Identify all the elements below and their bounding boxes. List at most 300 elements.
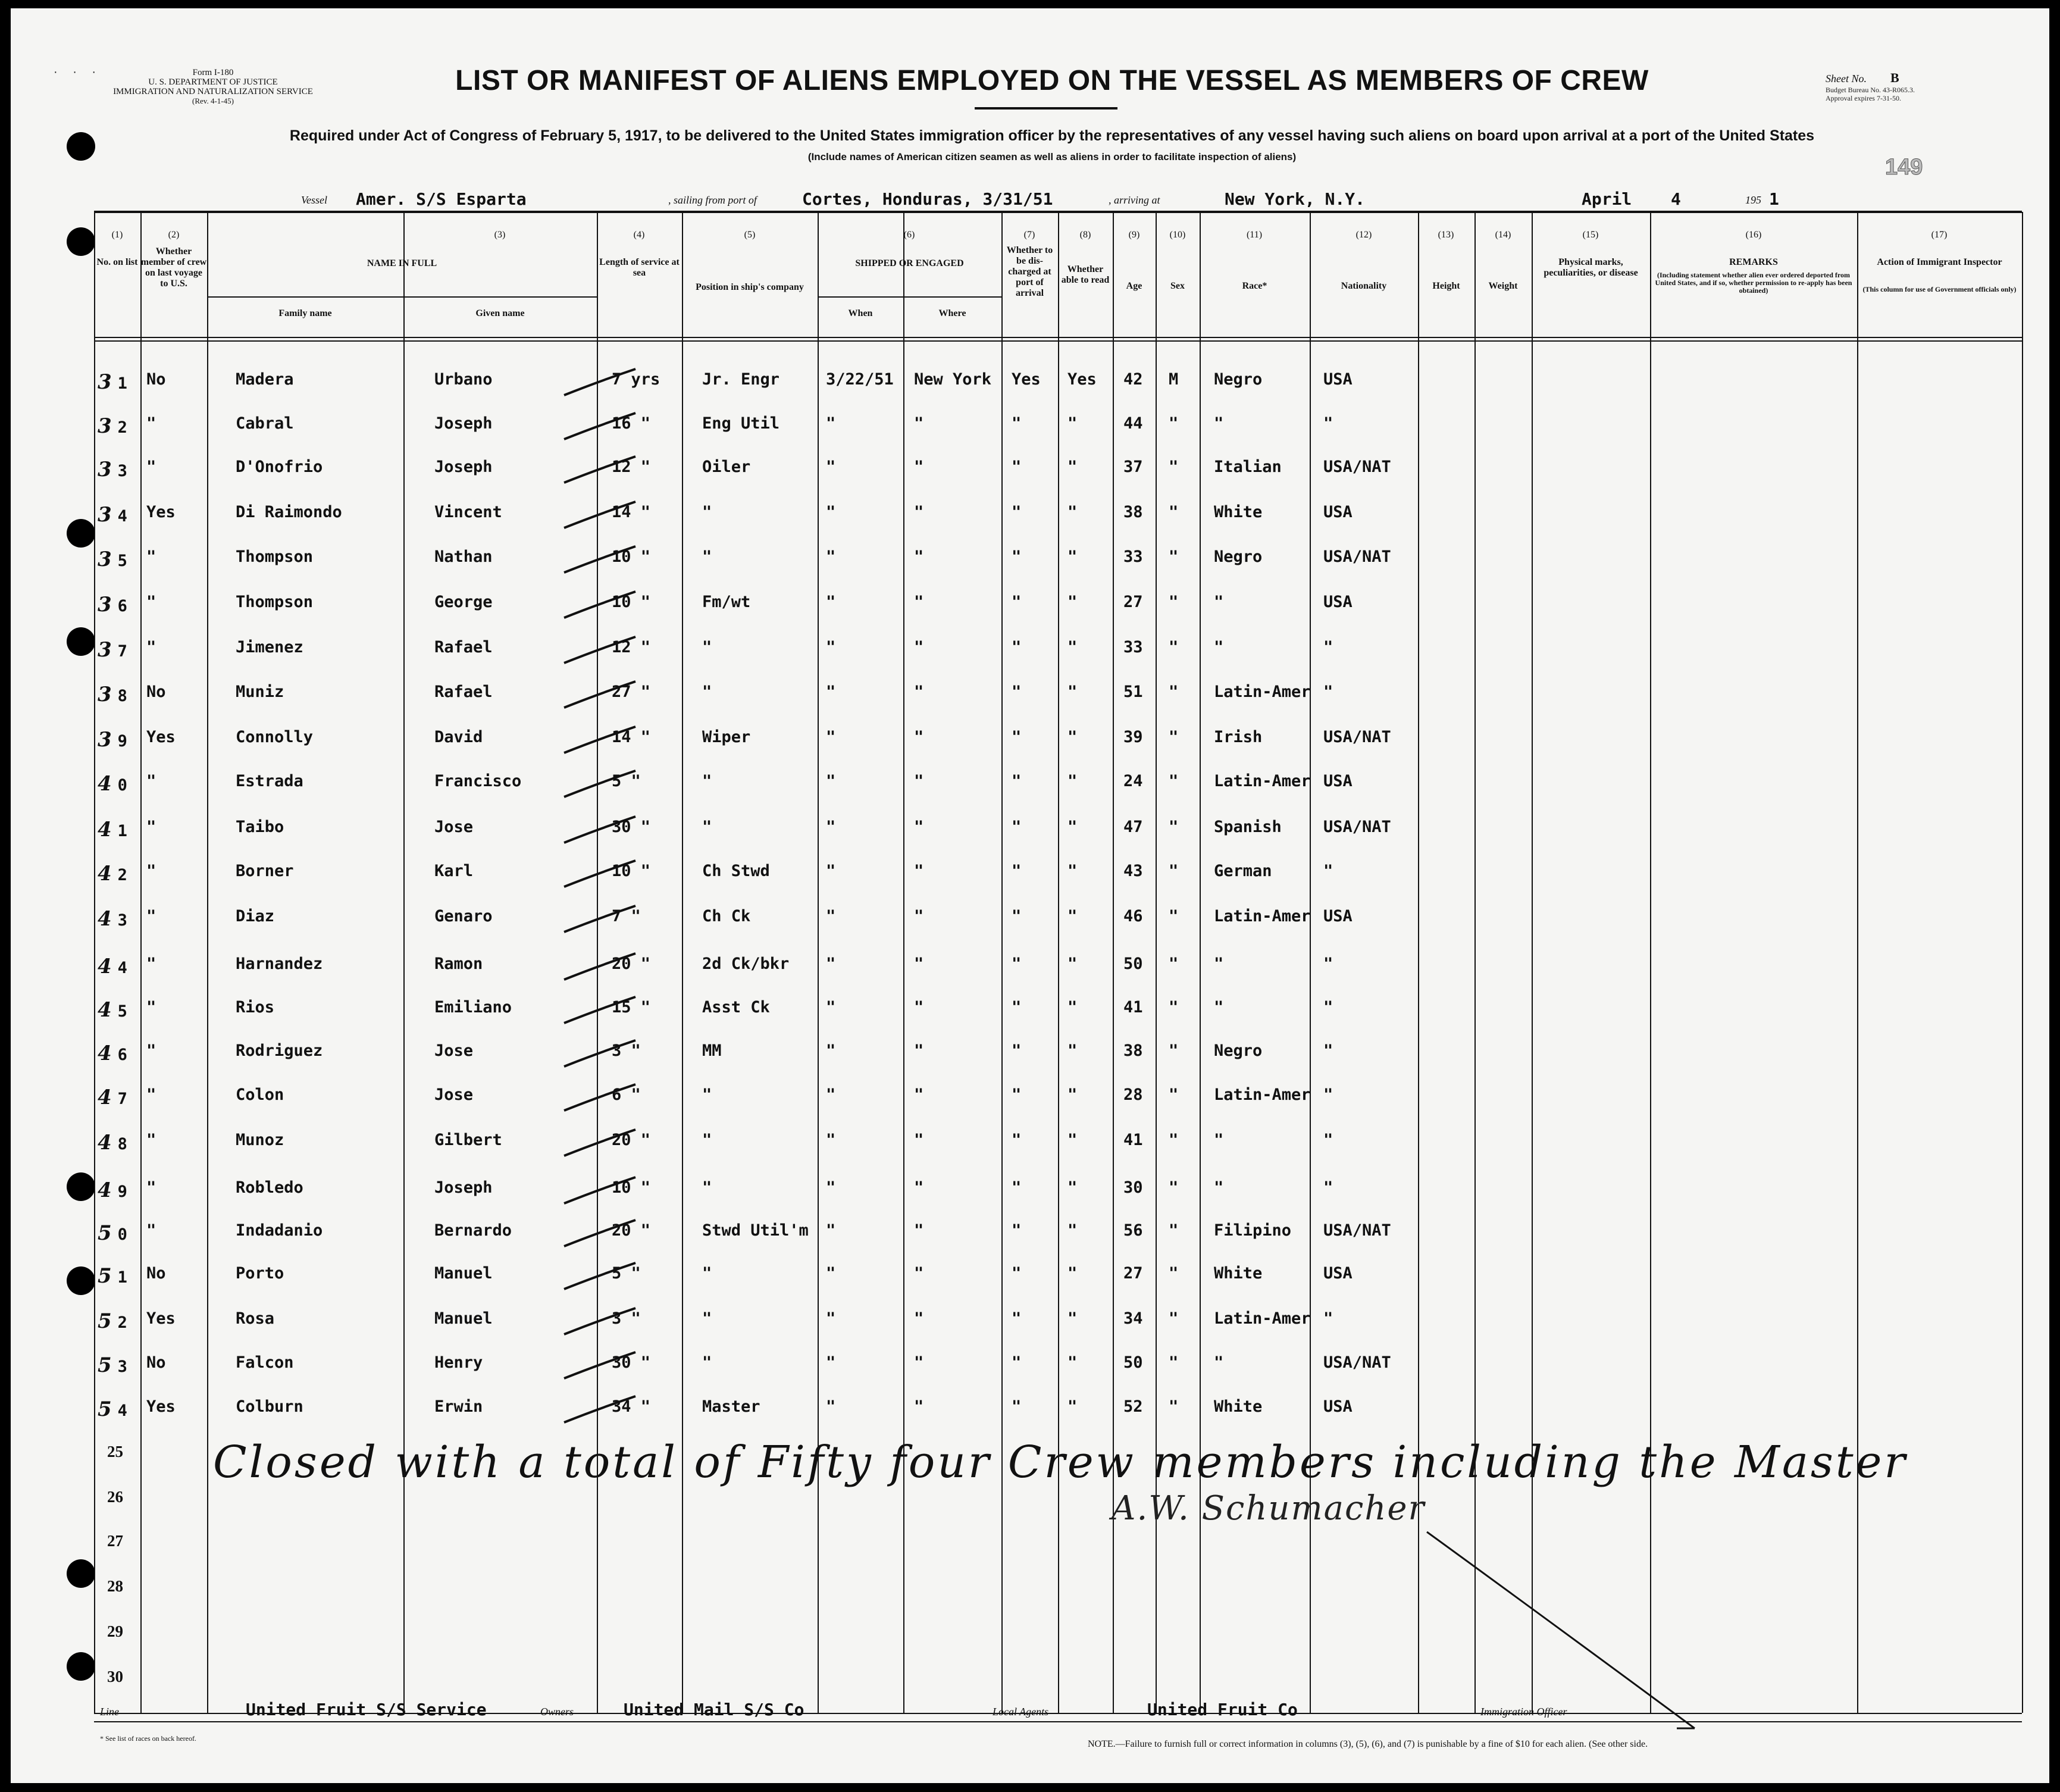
cell-sex: " <box>1169 593 1179 611</box>
cell-when: " <box>826 818 836 836</box>
cell-position: Jr. Engr <box>702 370 780 389</box>
cell-when: " <box>826 593 836 611</box>
cell-position: Oiler <box>702 458 751 476</box>
row-number-handwritten-prefix: 3 <box>98 458 112 481</box>
cell-sex: " <box>1169 638 1179 656</box>
cell-position: Master <box>702 1397 760 1416</box>
row-number-handwritten-prefix: 5 <box>98 1353 112 1377</box>
cell-age: 50 <box>1123 1353 1143 1372</box>
row-number-printed: 0 <box>117 776 127 795</box>
cell-race: " <box>1214 414 1224 433</box>
cell-when: " <box>826 1397 836 1416</box>
cell-where: " <box>914 772 924 790</box>
row-number-handwritten-prefix: 3 <box>98 728 112 752</box>
manifest-page <box>11 8 2049 1783</box>
cell-service: 10 " <box>612 1178 651 1197</box>
cell-last: " <box>146 548 156 566</box>
row-number-printed: 7 <box>117 1090 127 1108</box>
cell-family: Rosa <box>236 1309 275 1328</box>
cell-age: 37 <box>1123 458 1143 476</box>
line-label: Line <box>100 1706 120 1718</box>
cell-disch: " <box>1012 503 1022 521</box>
cell-given: Genaro <box>434 907 493 925</box>
column-header-c12: Nationality <box>1341 281 1387 291</box>
empty-row-number: 30 <box>107 1668 123 1685</box>
stamped-number: 149 <box>1885 155 1923 180</box>
cell-given: Erwin <box>434 1397 483 1416</box>
cell-last: " <box>146 955 156 973</box>
cell-race: " <box>1214 1353 1224 1372</box>
cell-where: " <box>914 907 924 925</box>
cell-race: Negro <box>1214 548 1263 566</box>
row-number-handwritten-prefix: 3 <box>98 548 112 571</box>
cell-nat: " <box>1323 955 1333 973</box>
cell-nat: USA <box>1323 1397 1353 1416</box>
cell-where: " <box>914 1086 924 1104</box>
cell-last: Yes <box>146 728 176 746</box>
cell-last: No <box>146 1353 166 1372</box>
handwritten-signature: A.W. Schumacher <box>1112 1489 1426 1528</box>
cell-service: 10 " <box>612 862 651 880</box>
fine-note: NOTE.—Failure to furnish full or correct information in columns (3), (5), (6), and (7) is punishable by a fine of $10 for each alien. (See other side. <box>1088 1739 1648 1749</box>
arriving-label: , arriving at <box>1109 194 1160 206</box>
cell-nat: USA/NAT <box>1323 548 1391 566</box>
row-number-printed: 2 <box>117 418 127 437</box>
cell-age: 44 <box>1123 414 1143 433</box>
cell-service: 7 " <box>612 907 641 925</box>
cell-sex: " <box>1169 458 1179 476</box>
row-number-handwritten-prefix: 4 <box>98 772 112 796</box>
column-header-c16: REMARKS <box>1729 257 1778 267</box>
row-number-handwritten-prefix: 4 <box>98 818 112 842</box>
cell-given: Joseph <box>434 458 493 476</box>
empty-row-number: 25 <box>107 1443 123 1461</box>
row-number-handwritten-prefix: 3 <box>98 370 112 394</box>
cell-age: 42 <box>1123 370 1143 389</box>
row-number-printed: 9 <box>117 732 127 750</box>
cell-race: Latin-Amer <box>1214 1309 1311 1328</box>
row-number-handwritten-prefix: 5 <box>98 1264 112 1288</box>
cell-disch: " <box>1012 1221 1022 1240</box>
cell-position: " <box>702 683 712 701</box>
cell-where: " <box>914 458 924 476</box>
cell-given: Karl <box>434 862 474 880</box>
cell-disch: " <box>1012 1086 1022 1104</box>
cell-where: " <box>914 818 924 836</box>
act-of-congress-text: Required under Act of Congress of February 5, 1917, to be delivered to the United States immigration officer by the representatives of any vessel having such aliens on board upon arrival at a port of the United States <box>289 127 1815 144</box>
cell-age: 38 <box>1123 503 1143 521</box>
row-number-handwritten-prefix: 3 <box>98 683 112 706</box>
cell-family: Cabral <box>236 414 294 433</box>
cell-nat: " <box>1323 638 1333 656</box>
column-header-c17: Action of Immigrant Inspector <box>1877 257 2002 267</box>
cell-family: Thompson <box>236 548 314 566</box>
row-number-printed: 3 <box>117 1358 127 1376</box>
cell-family: Connolly <box>236 728 314 746</box>
cell-age: 38 <box>1123 1042 1143 1060</box>
form-revision: (Rev. 4-1-45) <box>192 96 234 105</box>
service-name: IMMIGRATION AND NATURALIZATION SERVICE <box>113 87 313 96</box>
cell-where: " <box>914 1264 924 1283</box>
row-number-printed: 1 <box>117 822 127 840</box>
row-number-handwritten-prefix: 3 <box>98 503 112 527</box>
cell-nat: USA <box>1323 503 1353 521</box>
cell-given: David <box>434 728 483 746</box>
cell-disch: " <box>1012 728 1022 746</box>
cell-service: 30 " <box>612 818 651 836</box>
arrival-month: April <box>1582 189 1632 209</box>
cell-sex: " <box>1169 414 1179 433</box>
row-number-printed: 5 <box>117 552 127 570</box>
page-title: LIST OR MANIFEST OF ALIENS EMPLOYED ON THE VESSEL AS MEMBERS OF CREW <box>455 65 1649 96</box>
cell-last: " <box>146 862 156 880</box>
row-number-printed: 8 <box>117 1135 127 1153</box>
approval-line: Approval expires 7-31-50. <box>1826 94 1901 102</box>
cell-last: " <box>146 818 156 836</box>
cell-given: Jose <box>434 1042 474 1060</box>
cell-sex: " <box>1169 1131 1179 1149</box>
cell-nat: " <box>1323 1131 1333 1149</box>
row-number-printed: 4 <box>117 959 127 977</box>
cell-where: New York <box>914 370 992 389</box>
cell-sex: " <box>1169 818 1179 836</box>
cell-family: Taibo <box>236 818 284 836</box>
row-number-handwritten-prefix: 4 <box>98 998 112 1022</box>
cell-where: " <box>914 1397 924 1416</box>
cell-disch: " <box>1012 1309 1022 1328</box>
cell-race: Latin-Amer <box>1214 772 1311 790</box>
cell-race: " <box>1214 1178 1224 1197</box>
cell-read: " <box>1067 772 1078 790</box>
cell-position: Stwd Util'm <box>702 1221 809 1240</box>
cell-family: Rodriguez <box>236 1042 323 1060</box>
cell-age: 34 <box>1123 1309 1143 1328</box>
cell-sex: " <box>1169 503 1179 521</box>
cell-read: " <box>1067 1042 1078 1060</box>
cell-position: " <box>702 1131 712 1149</box>
row-number-printed: 7 <box>117 642 127 661</box>
cell-race: Italian <box>1214 458 1282 476</box>
column-header-c3a: Family name <box>278 308 332 318</box>
row-number-printed: 1 <box>117 374 127 393</box>
cell-last: Yes <box>146 503 176 521</box>
column-number: (12) <box>1355 230 1372 240</box>
cell-disch: " <box>1012 1353 1022 1372</box>
cell-when: " <box>826 1131 836 1149</box>
cell-nat: USA/NAT <box>1323 1353 1391 1372</box>
row-number-handwritten-prefix: 4 <box>98 1178 112 1202</box>
column-number: (1) <box>111 230 123 240</box>
cell-where: " <box>914 1353 924 1372</box>
cell-disch: " <box>1012 772 1022 790</box>
cell-sex: " <box>1169 1397 1179 1416</box>
cell-nat: " <box>1323 414 1333 433</box>
cell-where: " <box>914 503 924 521</box>
cell-read: " <box>1067 907 1078 925</box>
cell-race: White <box>1214 1397 1263 1416</box>
cell-position: " <box>702 1178 712 1197</box>
cell-sex: " <box>1169 1042 1179 1060</box>
cell-when: " <box>826 548 836 566</box>
cell-nat: USA <box>1323 907 1353 925</box>
cell-read: " <box>1067 818 1078 836</box>
cell-disch: " <box>1012 998 1022 1017</box>
cell-sex: " <box>1169 1353 1179 1372</box>
column-header-c6: SHIPPED OR ENGAGED <box>855 258 964 268</box>
cell-nat: " <box>1323 1178 1333 1197</box>
row-number-handwritten-prefix: 3 <box>98 593 112 617</box>
cell-disch: " <box>1012 907 1022 925</box>
cell-where: " <box>914 1131 924 1149</box>
cell-last: " <box>146 907 156 925</box>
cell-sex: " <box>1169 907 1179 925</box>
cell-age: 24 <box>1123 772 1143 790</box>
row-number-handwritten-prefix: 5 <box>98 1221 112 1245</box>
sheet-label: Sheet No. <box>1826 73 1867 85</box>
cell-given: Gilbert <box>434 1131 502 1149</box>
cell-sex: " <box>1169 1178 1179 1197</box>
races-note: * See list of races on back hereof. <box>100 1734 196 1743</box>
empty-row-number: 27 <box>107 1532 123 1550</box>
cell-when: " <box>826 1353 836 1372</box>
cell-where: " <box>914 683 924 701</box>
cell-read: " <box>1067 548 1078 566</box>
cell-family: Muniz <box>236 683 284 701</box>
column-header-c10: Sex <box>1170 281 1185 291</box>
row-number-handwritten-prefix: 4 <box>98 955 112 978</box>
column-header-c13: Height <box>1432 281 1460 291</box>
cell-age: 52 <box>1123 1397 1143 1416</box>
cell-family: Robledo <box>236 1178 303 1197</box>
cell-position: Fm/wt <box>702 593 751 611</box>
cell-given: Rafael <box>434 683 493 701</box>
cell-family: Diaz <box>236 907 275 925</box>
sailing-port: Cortes, Honduras, 3/31/51 <box>802 189 1053 209</box>
cell-read: " <box>1067 728 1078 746</box>
cell-nat: " <box>1323 998 1333 1017</box>
row-number-handwritten-prefix: 4 <box>98 1131 112 1155</box>
cell-nat: " <box>1323 1042 1333 1060</box>
cell-read: " <box>1067 1221 1078 1240</box>
column-header-c14: Weight <box>1488 281 1518 291</box>
cell-nat: " <box>1323 1309 1333 1328</box>
cell-when: " <box>826 862 836 880</box>
year-prefix: 195 <box>1745 194 1761 206</box>
cell-position: " <box>702 1353 712 1372</box>
cell-sex: " <box>1169 1221 1179 1240</box>
cell-service: 10 " <box>612 548 651 566</box>
cell-where: " <box>914 955 924 973</box>
cell-nat: USA <box>1323 370 1353 389</box>
cell-age: 47 <box>1123 818 1143 836</box>
cell-position: Ch Ck <box>702 907 751 925</box>
cell-service: 14 " <box>612 503 651 521</box>
cell-race: " <box>1214 1131 1224 1149</box>
cell-disch: " <box>1012 593 1022 611</box>
cell-read: " <box>1067 955 1078 973</box>
cell-disch: " <box>1012 1042 1022 1060</box>
cell-position: Ch Stwd <box>702 862 770 880</box>
cell-given: Emiliano <box>434 998 512 1017</box>
cell-sex: M <box>1169 370 1179 389</box>
cell-disch: " <box>1012 683 1022 701</box>
column-number: (17) <box>1931 230 1948 240</box>
row-number-handwritten-prefix: 3 <box>98 638 112 662</box>
cell-read: " <box>1067 1086 1078 1104</box>
cell-when: " <box>826 1178 836 1197</box>
column-header-c11: Race* <box>1242 281 1267 291</box>
cell-family: Indadanio <box>236 1221 323 1240</box>
cell-race: " <box>1214 638 1224 656</box>
cell-race: " <box>1214 955 1224 973</box>
row-number-printed: 3 <box>117 911 127 930</box>
sailing-label: , sailing from port of <box>668 194 757 206</box>
cell-service: 3 " <box>612 1309 641 1328</box>
cell-service: 12 " <box>612 458 651 476</box>
row-number-handwritten-prefix: 3 <box>98 414 112 438</box>
cell-when: " <box>826 772 836 790</box>
signature-stroke <box>11 8 2049 1783</box>
cell-age: 27 <box>1123 593 1143 611</box>
row-number-handwritten-prefix: 4 <box>98 862 112 886</box>
column-number: (6) <box>903 230 915 240</box>
cell-nat: USA <box>1323 593 1353 611</box>
cell-sex: " <box>1169 1309 1179 1328</box>
cell-nat: " <box>1323 862 1333 880</box>
cell-last: " <box>146 1178 156 1197</box>
column-number: (9) <box>1128 230 1140 240</box>
cell-given: Nathan <box>434 548 493 566</box>
cell-given: Manuel <box>434 1264 493 1283</box>
cell-read: " <box>1067 1309 1078 1328</box>
cell-disch: " <box>1012 1131 1022 1149</box>
row-number-printed: 1 <box>117 1268 127 1287</box>
cell-given: Urbano <box>434 370 493 389</box>
column-header-c1: No. on list <box>96 257 138 267</box>
cell-position: Asst Ck <box>702 998 770 1017</box>
cell-last: Yes <box>146 1397 176 1416</box>
cell-read: " <box>1067 458 1078 476</box>
cell-given: Francisco <box>434 772 522 790</box>
budget-line: Budget Bureau No. 43-R065.3. <box>1826 86 1915 94</box>
cell-family: Estrada <box>236 772 303 790</box>
cell-family: Di Raimondo <box>236 503 342 521</box>
arriving-port: New York, N.Y. <box>1225 189 1366 209</box>
cell-race: Latin-Amer <box>1214 1086 1311 1104</box>
cell-service: 5 " <box>612 772 641 790</box>
cell-race: Irish <box>1214 728 1263 746</box>
cell-service: 34 " <box>612 1397 651 1416</box>
cell-read: " <box>1067 638 1078 656</box>
cell-disch: " <box>1012 862 1022 880</box>
form-number: Form I-180 <box>192 68 234 77</box>
cell-where: " <box>914 638 924 656</box>
row-number-printed: 4 <box>117 1402 127 1420</box>
row-number-handwritten-prefix: 5 <box>98 1397 112 1421</box>
column-header-c15: Physical marks, peculiarities, or disease <box>1544 257 1638 278</box>
cell-position: Eng Util <box>702 414 780 433</box>
cell-family: D'Onofrio <box>236 458 323 476</box>
cell-service: 6 " <box>612 1086 641 1104</box>
cell-read: " <box>1067 1131 1078 1149</box>
row-number-printed: 0 <box>117 1225 127 1244</box>
cell-family: Falcon <box>236 1353 294 1372</box>
department-name: U. S. DEPARTMENT OF JUSTICE <box>148 77 278 87</box>
cell-service: 14 " <box>612 728 651 746</box>
cell-service: 10 " <box>612 593 651 611</box>
cell-disch: " <box>1012 818 1022 836</box>
cell-service: 20 " <box>612 1221 651 1240</box>
cell-race: Latin-Amer <box>1214 907 1311 925</box>
cell-service: 15 " <box>612 998 651 1017</box>
cell-age: 41 <box>1123 998 1143 1017</box>
cell-sex: " <box>1169 862 1179 880</box>
cell-where: " <box>914 1042 924 1060</box>
arrival-day: 4 <box>1671 189 1681 209</box>
column-number: (10) <box>1169 230 1186 240</box>
column-number: (4) <box>633 230 645 240</box>
cell-sex: " <box>1169 955 1179 973</box>
cell-last: Yes <box>146 1309 176 1328</box>
local-agents-label: Local Agents <box>993 1706 1049 1718</box>
cell-given: Joseph <box>434 1178 493 1197</box>
local-agents-value: United Fruit Co <box>1147 1700 1298 1719</box>
cell-family: Porto <box>236 1264 284 1283</box>
owners-value: United Mail S/S Co <box>624 1700 804 1719</box>
closing-statement: Closed with a total of Fifty four Crew members including the Master <box>213 1437 1908 1488</box>
cell-position: " <box>702 818 712 836</box>
cell-race: Negro <box>1214 370 1263 389</box>
cell-given: Joseph <box>434 414 493 433</box>
column-header-c6b: Where <box>938 308 966 318</box>
line-value: United Fruit S/S Service <box>246 1700 487 1719</box>
cell-read: " <box>1067 683 1078 701</box>
cell-when: " <box>826 503 836 521</box>
column-number: (3) <box>494 230 506 240</box>
cell-last: " <box>146 1042 156 1060</box>
row-number-handwritten-prefix: 4 <box>98 1086 112 1109</box>
column-number: (2) <box>168 230 180 240</box>
row-number-handwritten-prefix: 4 <box>98 907 112 931</box>
row-number-printed: 9 <box>117 1183 127 1201</box>
cell-when: " <box>826 683 836 701</box>
cell-family: Borner <box>236 862 294 880</box>
cell-service: 7 yrs <box>612 370 660 389</box>
row-number-printed: 5 <box>117 1002 127 1021</box>
cell-age: 51 <box>1123 683 1143 701</box>
cell-sex: " <box>1169 683 1179 701</box>
cell-disch: " <box>1012 638 1022 656</box>
row-number-printed: 2 <box>117 866 127 884</box>
cell-position: " <box>702 548 712 566</box>
cell-service: 16 " <box>612 414 651 433</box>
cell-nat: " <box>1323 1086 1333 1104</box>
cell-read: " <box>1067 998 1078 1017</box>
cell-age: 56 <box>1123 1221 1143 1240</box>
cell-when: " <box>826 638 836 656</box>
cell-when: " <box>826 1309 836 1328</box>
cell-when: 3/22/51 <box>826 370 894 389</box>
cell-when: " <box>826 728 836 746</box>
cell-sex: " <box>1169 772 1179 790</box>
include-note: (Include names of American citizen seamen as well as aliens in order to facilitate inspection of aliens) <box>807 151 1297 162</box>
cell-family: Munoz <box>236 1131 284 1149</box>
cell-race: White <box>1214 503 1263 521</box>
cell-position: " <box>702 1086 712 1104</box>
cell-given: Rafael <box>434 638 493 656</box>
cell-when: " <box>826 1221 836 1240</box>
cell-last: " <box>146 458 156 476</box>
